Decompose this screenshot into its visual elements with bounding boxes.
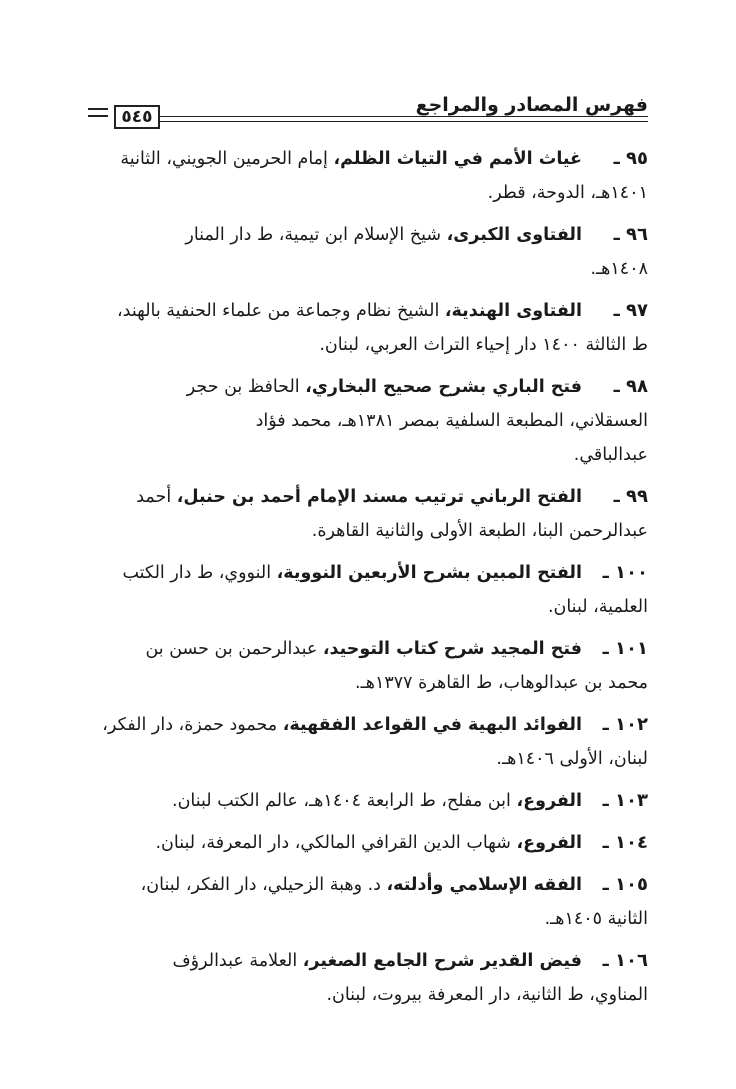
entry-first-line — [86, 784, 648, 818]
entry-details: شهاب الدين القرافي المالكي، دار المعرفة، لبنان. — [155, 833, 517, 853]
entry-continuation-line: محمد بن عبدالوهاب، ط القاهرة ١٣٧٧هـ. — [355, 673, 648, 693]
header-rule-bottom — [160, 121, 648, 122]
entry-first-line — [86, 370, 648, 404]
entry-text — [86, 708, 648, 776]
entry-title: الفتاوى الكبرى، — [446, 225, 582, 245]
bibliography-entry — [86, 294, 648, 362]
entry-text — [86, 142, 648, 210]
entry-text — [86, 556, 648, 624]
entry-details: العلامة عبدالرؤف — [172, 951, 303, 971]
bibliography-entry — [86, 944, 648, 1012]
entry-number: ١٠٤ ـ — [602, 832, 648, 853]
entry-details: الشيخ نظام وجماعة من علماء الحنفية بالهند، — [117, 301, 445, 321]
bibliography-entry — [86, 826, 648, 860]
entry-first-line — [86, 632, 648, 666]
entry-number: ٩٧ ـ — [613, 300, 648, 321]
entry-continuation-line: العسقلاني، المطبعة السلفية بمصر ١٣٨١هـ، محمد فؤاد — [255, 411, 648, 431]
entry-continuation-line: عبدالباقي. — [573, 445, 648, 465]
entry-number: ٩٥ ـ — [613, 148, 648, 169]
entry-text — [86, 868, 648, 936]
entry-title: الفتاوى الهندية، — [444, 301, 582, 321]
entry-text — [86, 826, 648, 860]
page-number: ٥٤٥ — [114, 105, 160, 129]
entry-details: د. وهبة الزحيلي، دار الفكر، لبنان، — [140, 875, 387, 895]
bibliography-entry — [86, 142, 648, 210]
entry-first-line — [86, 868, 648, 902]
entry-text — [86, 944, 648, 1012]
entry-first-line — [86, 480, 648, 514]
entry-number: ١٠٢ ـ — [602, 714, 648, 735]
page-header — [88, 92, 648, 132]
bibliography-list — [86, 142, 648, 1020]
entry-first-line — [86, 294, 648, 328]
entry-details: إمام الحرمين الجويني، الثانية — [120, 149, 334, 169]
entry-number: ١٠٣ ـ — [602, 790, 648, 811]
entry-title: فتح الباري بشرح صحيح البخاري، — [305, 377, 582, 397]
entry-first-line — [86, 218, 648, 252]
entry-continuation-line: عبدالرحمن البنا، الطبعة الأولى والثانية القاهرة. — [311, 521, 648, 541]
bibliography-entry — [86, 632, 648, 700]
entry-first-line — [86, 944, 648, 978]
entry-first-line — [86, 826, 648, 860]
bibliography-entry — [86, 784, 648, 818]
entry-text — [86, 784, 648, 818]
entry-continuation-line: ط الثالثة ١٤٠٠ دار إحياء التراث العربي، لبنان. — [319, 335, 648, 355]
entry-text — [86, 480, 648, 548]
entry-title: غياث الأمم في التياث الظلم، — [333, 149, 582, 169]
bibliography-entry — [86, 868, 648, 936]
entry-title: فيض القدير شرح الجامع الصغير، — [302, 951, 582, 971]
entry-first-line — [86, 142, 648, 176]
entry-text — [86, 218, 648, 286]
entry-title: الفروع، — [516, 833, 582, 853]
entry-first-line — [86, 708, 648, 742]
entry-number: ٩٩ ـ — [613, 486, 648, 507]
entry-continuation-line: الثانية ١٤٠٥هـ. — [544, 909, 648, 929]
entry-continuation-line: لبنان، الأولى ١٤٠٦هـ. — [496, 749, 648, 769]
entry-details: النووي، ط دار الكتب — [122, 563, 277, 583]
entry-text — [86, 370, 648, 472]
entry-title: الفقه الإسلامي وأدلته، — [386, 875, 582, 895]
entry-first-line — [86, 556, 648, 590]
entry-title: الفروع، — [516, 791, 582, 811]
entry-details: عبدالرحمن بن حسن بن — [145, 639, 323, 659]
entry-details: شيخ الإسلام ابن تيمية، ط دار المنار — [185, 225, 447, 245]
entry-details: محمود حمزة، دار الفكر، — [102, 715, 283, 735]
bibliography-entry — [86, 480, 648, 548]
entry-continuation-line: ١٤٠٨هـ. — [590, 259, 648, 279]
bibliography-entry — [86, 708, 648, 776]
entry-continuation-line: ١٤٠١هـ، الدوحة، قطر. — [487, 183, 648, 203]
entry-text — [86, 294, 648, 362]
entry-number: ٩٨ ـ — [613, 376, 648, 397]
entry-number: ٩٦ ـ — [613, 224, 648, 245]
entry-title: الفتح المبين بشرح الأربعين النووية، — [276, 563, 582, 583]
entry-continuation-line: العلمية، لبنان. — [547, 597, 648, 617]
entry-number: ١٠١ ـ — [602, 638, 648, 659]
entry-details: أحمد — [136, 487, 177, 507]
entry-title: فتح المجيد شرح كتاب التوحيد، — [322, 639, 582, 659]
entry-number: ١٠٠ ـ — [602, 562, 648, 583]
running-title: فهرس المصادر والمراجع — [415, 94, 648, 116]
bibliography-entry — [86, 370, 648, 472]
entry-details: ابن مفلح، ط الرابعة ١٤٠٤هـ، عالم الكتب لبنان. — [172, 791, 517, 811]
double-rule-mark — [88, 108, 108, 122]
entry-text — [86, 632, 648, 700]
entry-number: ١٠٦ ـ — [602, 950, 648, 971]
entry-details: الحافظ بن حجر — [186, 377, 306, 397]
entry-title: الفتح الرباني ترتيب مسند الإمام أحمد بن حنبل، — [176, 487, 582, 507]
entry-number: ١٠٥ ـ — [602, 874, 648, 895]
bibliography-entry — [86, 556, 648, 624]
bibliography-entry — [86, 218, 648, 286]
entry-title: الفوائد البهية في القواعد الفقهية، — [282, 715, 582, 735]
entry-continuation-line: المناوي، ط الثانية، دار المعرفة بيروت، لبنان. — [326, 985, 648, 1005]
